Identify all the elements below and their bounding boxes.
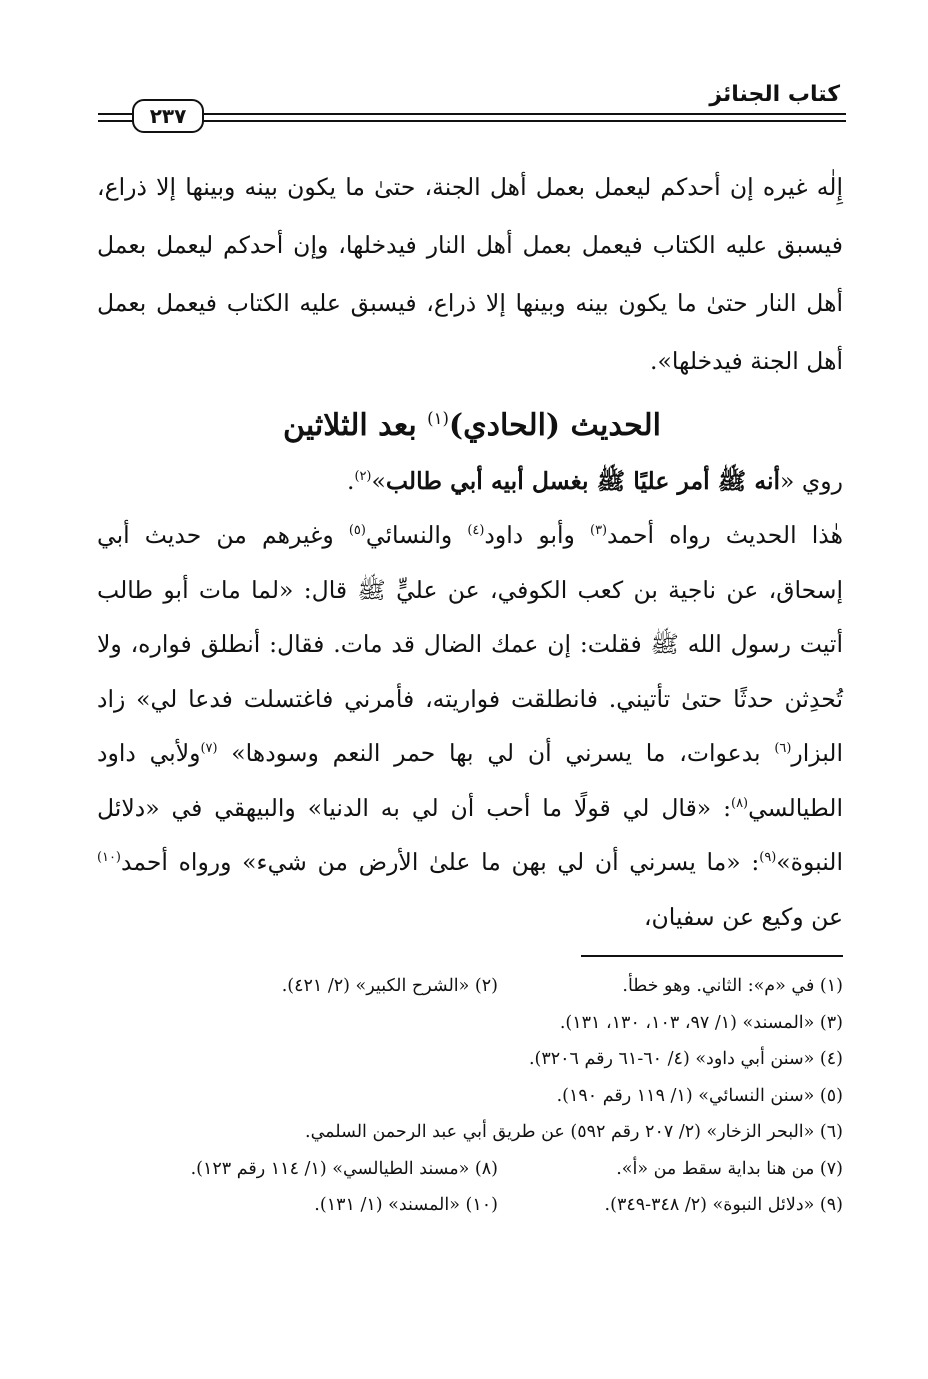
footnote-1: (١) في «م»: الثاني. وهو خطأ. <box>622 976 843 996</box>
hadith-heading-rest: بعد الثلاثين <box>283 408 428 443</box>
footnote-row <box>97 1005 843 1042</box>
riwaya-prefix: روي « <box>780 467 843 495</box>
footnote-row <box>97 1041 843 1078</box>
footnote-3: (٣) «المسند» (١/ ٩٧، ١٠٣، ١٣٠، ١٣١). <box>559 1012 843 1033</box>
text-run: : «ما يسرني أن لي بهن ما علىٰ الأرض من شيء» ورواه أحمد <box>120 848 760 876</box>
footnote-ref-3: (٣) <box>590 523 608 539</box>
text-run: والنسائي <box>365 521 468 549</box>
footnote-ref-6: (٦) <box>774 741 792 757</box>
footnote-ref-8: (٨) <box>731 795 749 811</box>
text-run: وأبو داود <box>484 521 591 549</box>
hadith-heading-main: الحديث (الحادي) <box>448 408 661 443</box>
hadith-heading <box>98 402 846 450</box>
text-run: ولأبي داود الطيالسي <box>97 739 843 822</box>
takhrij-paragraph <box>97 508 843 944</box>
footnote-row <box>97 1078 843 1115</box>
footnote-6: (٦) «البحر الزخار» (٢/ ٢٠٧ رقم ٥٩٢) عن طريق أبي عبد الرحمن السلمي. <box>305 1122 843 1142</box>
footnote-ref-9: (٩) <box>759 850 777 866</box>
page-number: ٢٣٧ <box>132 99 204 133</box>
riwaya-end: . <box>346 467 355 495</box>
footnote-ref-7: (٧) <box>200 741 218 757</box>
footnote-ref-1: (١) <box>427 409 449 428</box>
footnote-separator <box>581 955 843 957</box>
riwaya-suffix: » <box>371 467 386 495</box>
footnote-7: (٧) من هنا بداية سقط من «أ». <box>616 1158 843 1179</box>
text-run: بدعوات، ما يسرني أن لي بها حمر النعم وسودها» <box>217 739 775 767</box>
footnote-row <box>97 968 843 1005</box>
footnote-8: (٨) «مسند الطيالسي» (١/ ١١٤ رقم ١٢٣). <box>190 1158 498 1179</box>
paragraph-continuation: إِلٰه غيره إن أحدكم ليعمل بعمل أهل الجنة، حتىٰ ما يكون بينه وبينها إلا ذراع، فيسبق عليه الكتاب فيعمل بعمل أهل النار فيدخلها، وإن أحدكم ليعمل بعمل أهل النار حتىٰ ما يكون بينه وبينها إلا ذراع، فيسبق عليه الكتاب فيعمل بعمل أهل الجنة فيدخلها». <box>97 173 843 375</box>
footnote-ref-5: (٥) <box>348 523 366 539</box>
footnote-ref-2: (٢) <box>354 469 372 485</box>
riwaya-quote: أنه ﷺ أمر عليًا ﷺ بغسل أبيه أبي طالب <box>385 467 781 495</box>
footnote-4: (٤) «سنن أبي داود» (٤/ ٦٠-٦١ رقم ٣٢٠٦). <box>528 1049 843 1069</box>
footnote-row <box>97 1187 843 1224</box>
text-run: : «قال لي قولًا ما أحب أن لي به الدنيا» والبيهقي في «دلائل النبوة» <box>97 793 843 876</box>
text-run: وغيرهم من حديث أبي إسحاق، عن ناجية بن كعب الكوفي، عن عليٍّ ﷺ قال: «لما مات أبو طالب أتيت رسول الله ﷺ فقلت: إن عمك الضال قد مات. فقال: أنطلق فواره، ولا تُحدِثن حدثًا حتىٰ تأتيني. فانطلقت فواريته، فأمرني فاغتسلت فدعا لي» زاد البزار <box>97 521 843 767</box>
footnote-row <box>97 1114 843 1151</box>
page-header <box>98 80 846 132</box>
footnote-2: (٢) «الشرح الكبير» (٢/ ٤٢١). <box>281 976 498 996</box>
text-run: عن وكيع عن سفيان، <box>643 902 843 931</box>
header-rule-bottom <box>98 120 846 122</box>
hadith-text <box>97 456 843 506</box>
footnote-5: (٥) «سنن النسائي» (١/ ١١٩ رقم ١٩٠). <box>556 1085 843 1106</box>
footnote-row <box>97 1151 843 1188</box>
footnote-9: (٩) «دلائل النبوة» (٢/ ٣٤٨-٣٤٩). <box>604 1195 843 1215</box>
footnotes-list <box>97 968 843 1224</box>
footnote-ref-10: (١٠) <box>97 850 121 866</box>
footnote-10: (١٠) «المسند» (١/ ١٣١). <box>314 1195 498 1215</box>
header-rule-top <box>98 113 846 115</box>
text-run: هٰذا الحديث رواه أحمد <box>607 521 843 549</box>
book-title: كتاب الجنائز <box>709 82 840 107</box>
footnote-ref-4: (٤) <box>467 523 485 539</box>
